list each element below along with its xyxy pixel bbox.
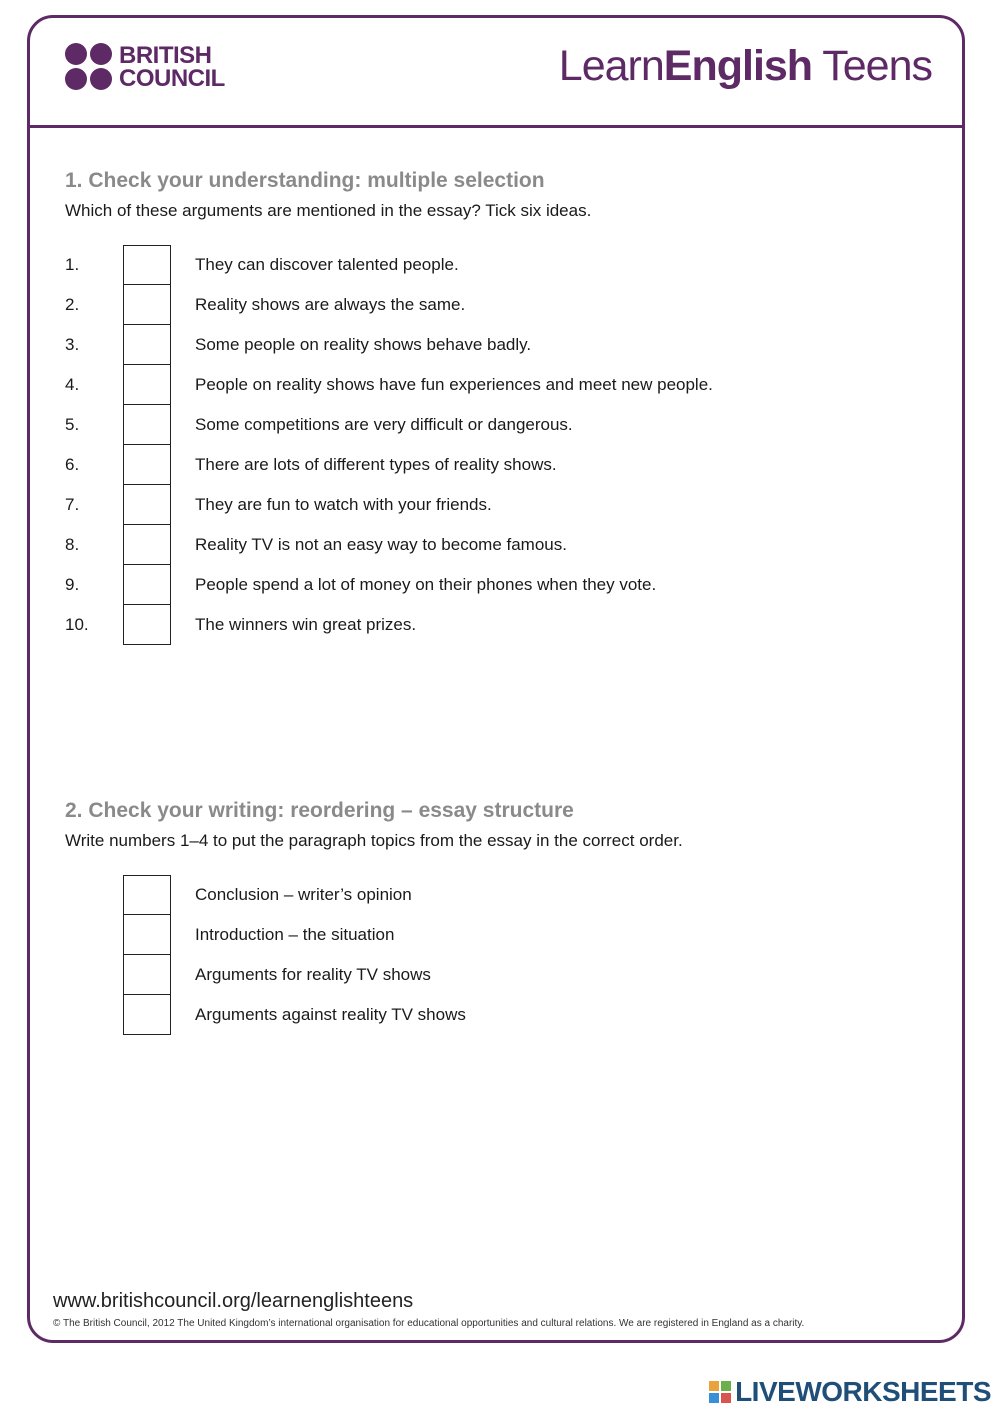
order-number-box[interactable] bbox=[123, 915, 171, 955]
item-text: They are fun to watch with your friends. bbox=[195, 495, 492, 514]
tick-box[interactable] bbox=[123, 525, 171, 565]
section1-instruction: Which of these arguments are mentioned in the essay? Tick six ideas. bbox=[65, 201, 592, 220]
item-text: There are lots of different types of reality shows. bbox=[195, 455, 557, 474]
item-text: People on reality shows have fun experiences and meet new people. bbox=[195, 375, 713, 394]
section2-title: 2. Check your writing: reordering – essay structure bbox=[65, 799, 574, 822]
item-text: Arguments against reality TV shows bbox=[195, 1005, 466, 1024]
item-text: Reality TV is not an easy way to become famous. bbox=[195, 535, 567, 554]
item-text: People spend a lot of money on their phones when they vote. bbox=[195, 575, 657, 594]
item-number: 8. bbox=[65, 535, 80, 554]
list-item bbox=[0, 565, 1000, 605]
list-item bbox=[0, 875, 1000, 915]
list-item bbox=[0, 605, 1000, 645]
item-text: Some people on reality shows behave badly. bbox=[195, 335, 532, 354]
order-number-box[interactable] bbox=[123, 995, 171, 1035]
item-text: Reality shows are always the same. bbox=[195, 295, 466, 314]
list-item bbox=[0, 325, 1000, 365]
list-item bbox=[0, 365, 1000, 405]
tick-box[interactable] bbox=[123, 445, 171, 485]
list-item bbox=[0, 955, 1000, 995]
item-text: Introduction – the situation bbox=[195, 925, 395, 944]
item-number: 3. bbox=[65, 335, 80, 354]
item-number: 2. bbox=[65, 295, 80, 314]
item-number: 6. bbox=[65, 455, 80, 474]
section2-instruction: Write numbers 1–4 to put the paragraph topics from the essay in the correct order. bbox=[65, 831, 683, 850]
tick-box[interactable] bbox=[123, 605, 171, 645]
list-item bbox=[0, 915, 1000, 955]
tick-box[interactable] bbox=[123, 565, 171, 605]
british-council-logo bbox=[65, 43, 225, 90]
order-number-box[interactable] bbox=[123, 875, 171, 915]
item-text: Arguments for reality TV shows bbox=[195, 965, 431, 984]
item-number: 7. bbox=[65, 495, 80, 514]
tick-box[interactable] bbox=[123, 245, 171, 285]
tick-box[interactable] bbox=[123, 365, 171, 405]
item-number: 1. bbox=[65, 255, 80, 274]
order-number-box[interactable] bbox=[123, 955, 171, 995]
item-number: 9. bbox=[65, 575, 80, 594]
list-item bbox=[0, 445, 1000, 485]
item-number: 4. bbox=[65, 375, 80, 394]
let-logo-teens: Teens bbox=[812, 42, 932, 90]
bc-logo-line1: BRITISH bbox=[119, 41, 212, 69]
learnenglish-teens-logo bbox=[559, 42, 932, 91]
bc-logo-line2: COUNCIL bbox=[119, 64, 225, 92]
list-item bbox=[0, 525, 1000, 565]
list-item bbox=[0, 285, 1000, 325]
item-text: The winners win great prizes. bbox=[195, 615, 417, 634]
tick-box[interactable] bbox=[123, 325, 171, 365]
liveworksheets-icon bbox=[709, 1381, 731, 1403]
header-divider bbox=[27, 125, 965, 128]
liveworksheets-watermark bbox=[709, 1376, 991, 1408]
liveworksheets-text: LIVEWORKSHEETS bbox=[735, 1376, 991, 1407]
tick-box[interactable] bbox=[123, 285, 171, 325]
let-logo-english: English bbox=[663, 42, 813, 90]
item-text: Some competitions are very difficult or dangerous. bbox=[195, 415, 573, 434]
list-item bbox=[0, 405, 1000, 445]
footer-copyright: © The British Council, 2012 The United Kingdom’s international organisation for educational opportunities and cultural relations. We are registered in England as a charity. bbox=[53, 1318, 805, 1329]
list-item bbox=[0, 245, 1000, 285]
tick-box[interactable] bbox=[123, 405, 171, 445]
item-text: Conclusion – writer’s opinion bbox=[195, 885, 412, 904]
list-item bbox=[0, 995, 1000, 1035]
item-number: 10. bbox=[65, 615, 89, 634]
list-item bbox=[0, 485, 1000, 525]
tick-box[interactable] bbox=[123, 485, 171, 525]
british-council-dots-icon bbox=[65, 43, 112, 90]
item-text: They can discover talented people. bbox=[195, 255, 459, 274]
item-number: 5. bbox=[65, 415, 80, 434]
footer-url: www.britishcouncil.org/learnenglishteens bbox=[53, 1290, 414, 1312]
section1-title: 1. Check your understanding: multiple selection bbox=[65, 169, 545, 192]
let-logo-learn: Learn bbox=[558, 42, 664, 90]
